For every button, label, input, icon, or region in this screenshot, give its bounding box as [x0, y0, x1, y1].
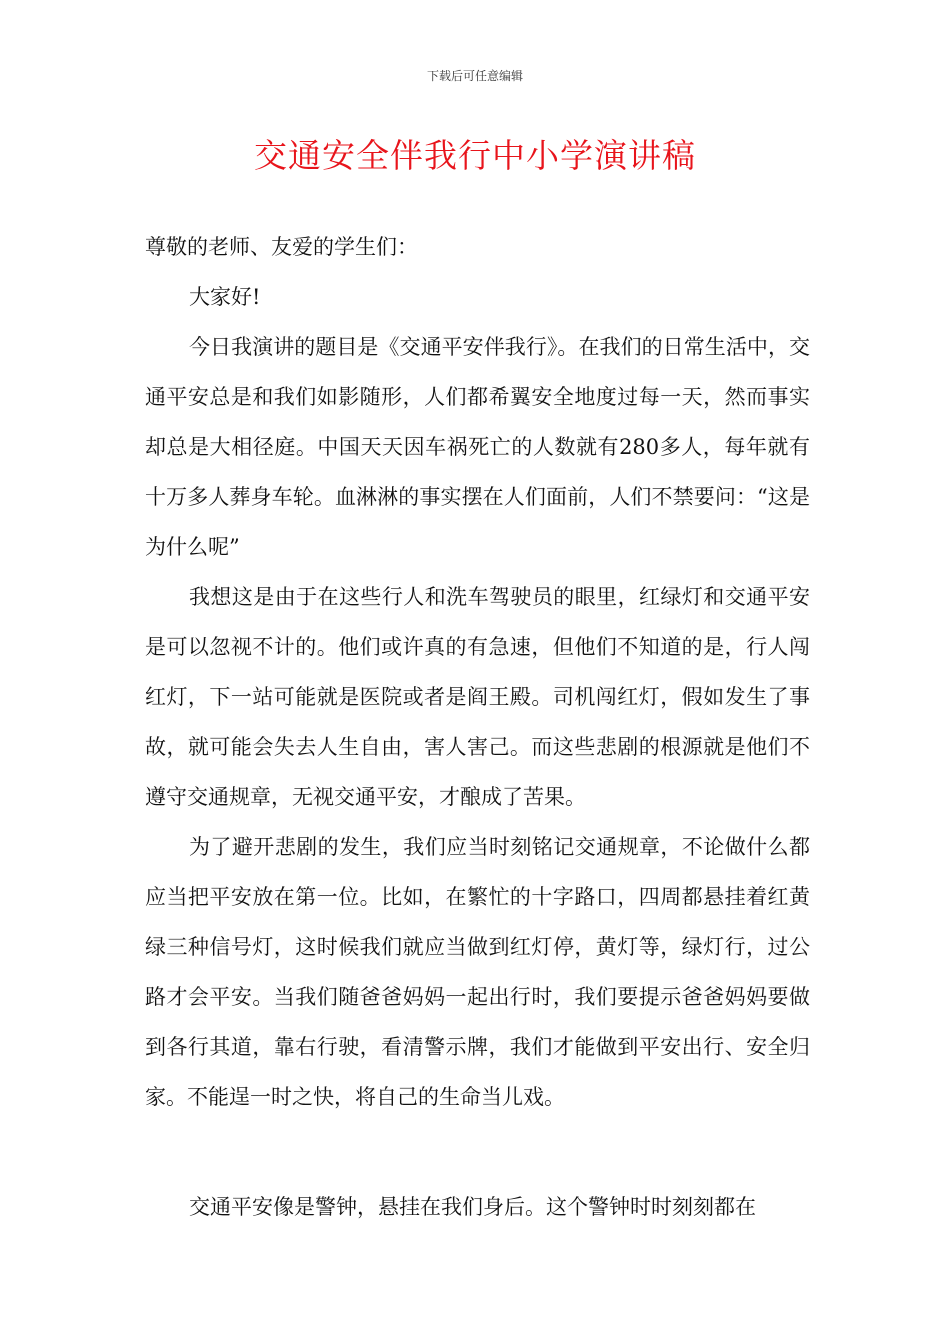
document-body: [145, 222, 810, 1232]
paragraph-warning: 交通平安像是警钟，悬挂在我们身后。这个警钟时时刻刻都在: [189, 1195, 756, 1219]
paragraph-cause: 我想这是由于在这些行人和洗车驾驶员的眼里，红绿灯和交通平安是可以忽视不计的。他们或许真的有急速，但他们不知道的是，行人闯红灯，下一站可能就是医院或者是阎王殿。司机闯红灯，假如发生了事故，就可能会失去人生自由，害人害己。而这些悲剧的根源就是他们不遵守交通规章，无视交通平安，才酿成了苦果。: [145, 585, 810, 809]
paragraph-gap: [145, 1122, 810, 1182]
paragraph-intro: 今日我演讲的题目是《交通平安伴我行》。在我们的日常生活中，交通平安总是和我们如影随形，人们都希翼安全地度过每一天，然而事实却总是大相径庭。中国天天因车祸死亡的人数就有280多人，每年就有十万多人葬身车轮。血淋淋的事实摆在人们面前，人们不禁要问：“这是为什么呢”: [145, 335, 810, 559]
salutation: 尊敬的老师、友爱的学生们：: [145, 235, 418, 259]
paragraph-advice: 为了避开悲剧的发生，我们应当时刻铭记交通规章，不论做什么都应当把平安放在第一位。比如，在繁忙的十字路口，四周都悬挂着红黄绿三种信号灯，这时候我们就应当做到红灯停，黄灯等，绿灯行，过公路才会平安。当我们随爸爸妈妈一起出行时，我们要提示爸爸妈妈要做到各行其道，靠右行驶，看清警示牌，我们才能做到平安出行、安全归家。不能逞一时之快，将自己的生命当儿戏。: [145, 835, 810, 1109]
document-title: 交通安全伴我行中小学演讲稿: [254, 136, 696, 175]
paragraph-greeting: 大家好!: [189, 285, 261, 309]
header-note: 下载后可任意编辑: [426, 69, 523, 83]
